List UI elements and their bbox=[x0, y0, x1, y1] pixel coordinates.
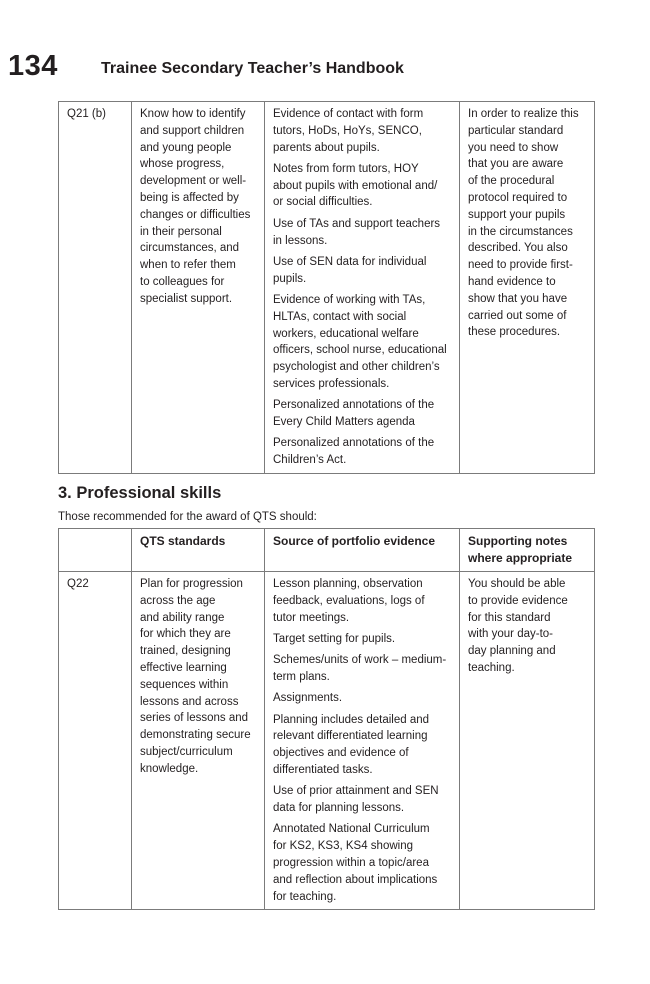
column-header-notes-text bbox=[468, 533, 588, 567]
text-line: lessons and across bbox=[140, 695, 239, 708]
text-line: development or well- bbox=[140, 175, 247, 188]
text-line: or social difficulties. bbox=[273, 196, 373, 209]
text-line: demonstrating secure bbox=[140, 729, 251, 742]
text-line: carried out some of bbox=[468, 309, 567, 322]
text-line: sequences within bbox=[140, 678, 229, 691]
text-line: Personalized annotations of the bbox=[273, 399, 435, 412]
text-line: pupils. bbox=[273, 272, 307, 285]
evidence-cell bbox=[265, 102, 460, 474]
text-line: circumstances, and bbox=[140, 242, 240, 255]
evidence-item bbox=[273, 712, 453, 779]
evidence-item bbox=[273, 690, 453, 707]
text-line: term plans. bbox=[273, 670, 330, 683]
text-line: Personalized annotations of the bbox=[273, 437, 435, 450]
column-header-notes bbox=[460, 529, 595, 572]
text-line: Schemes/units of work – medium- bbox=[273, 654, 447, 667]
text-line: of the procedural bbox=[468, 175, 555, 188]
text-line: to provide evidence bbox=[468, 594, 568, 607]
qts-standard-cell bbox=[132, 102, 265, 474]
text-line: these procedures. bbox=[468, 326, 561, 339]
text-line: particular standard bbox=[468, 124, 564, 137]
text-line: tutors, HoDs, HoYs, SENCO, bbox=[273, 124, 422, 137]
text-line: officers, school nurse, educational bbox=[273, 344, 447, 357]
evidence-item bbox=[273, 783, 453, 817]
evidence-list bbox=[273, 106, 453, 469]
text-line: Use of SEN data for individual bbox=[273, 255, 427, 268]
text-line: effective learning bbox=[140, 661, 227, 674]
text-line: Evidence of contact with form bbox=[273, 108, 424, 120]
text-line: trained, designing bbox=[140, 645, 231, 658]
text-line: for this standard bbox=[468, 611, 551, 624]
text-line: Notes from form tutors, HOY bbox=[273, 162, 419, 175]
evidence-item bbox=[273, 821, 453, 905]
text-line: objectives and evidence of bbox=[273, 747, 409, 760]
evidence-list bbox=[273, 576, 453, 905]
text-line: described. You also bbox=[468, 242, 568, 255]
page-header bbox=[0, 50, 650, 90]
text-line: being is affected by bbox=[140, 191, 239, 204]
text-line: Know how to identify bbox=[140, 108, 246, 120]
text-line: series of lessons and bbox=[140, 712, 249, 725]
column-header-qts-standards: QTS standards bbox=[132, 529, 265, 572]
text-line: feedback, evaluations, logs of bbox=[273, 594, 425, 607]
evidence-cell bbox=[265, 572, 460, 910]
text-line: across the age bbox=[140, 594, 216, 607]
text-line: tutor meetings. bbox=[273, 611, 350, 624]
text-line: for teaching. bbox=[273, 890, 337, 903]
text-line: and ability range bbox=[140, 611, 225, 624]
text-line: differentiated tasks. bbox=[273, 763, 373, 776]
text-line: you need to show bbox=[468, 141, 559, 154]
evidence-item bbox=[273, 652, 453, 686]
text-line: day planning and bbox=[468, 645, 556, 658]
text-line: Target setting for pupils. bbox=[273, 632, 396, 645]
text-line: where appropriate bbox=[468, 551, 573, 565]
standard-code: Q21 (b) bbox=[59, 102, 132, 474]
section-intro: Those recommended for the award of QTS should: bbox=[58, 511, 317, 523]
text-line: protocol required to bbox=[468, 191, 568, 204]
evidence-item bbox=[273, 435, 453, 469]
text-line: services professionals. bbox=[273, 377, 390, 390]
text-line: psychologist and other children’s bbox=[273, 361, 440, 374]
text-line: in lessons. bbox=[273, 234, 328, 247]
text-line: for KS2, KS3, KS4 showing bbox=[273, 840, 413, 853]
supporting-notes-text bbox=[468, 106, 588, 341]
text-line: need to provide first- bbox=[468, 259, 573, 272]
text-line: workers, educational welfare bbox=[273, 327, 419, 340]
text-line: subject/curriculum bbox=[140, 745, 233, 758]
text-line: and support children bbox=[140, 124, 245, 137]
text-line: that you are aware bbox=[468, 158, 564, 171]
evidence-item bbox=[273, 397, 453, 431]
text-line: In order to realize this bbox=[468, 108, 579, 120]
text-line: Lesson planning, observation bbox=[273, 578, 423, 590]
column-header-code bbox=[59, 529, 132, 572]
text-line: Use of TAs and support teachers bbox=[273, 217, 441, 230]
text-line: Use of prior attainment and SEN bbox=[273, 785, 439, 798]
qts-standard-text bbox=[140, 106, 258, 308]
standards-table-q22 bbox=[58, 528, 595, 910]
evidence-item bbox=[273, 292, 453, 393]
text-line: in the circumstances bbox=[468, 225, 573, 238]
supporting-notes-text bbox=[468, 576, 588, 677]
text-line: parents about pupils. bbox=[273, 141, 380, 154]
text-line: specialist support. bbox=[140, 292, 233, 305]
evidence-item bbox=[273, 576, 453, 626]
text-line: Evidence of working with TAs, bbox=[273, 293, 426, 306]
text-line: Supporting notes bbox=[468, 534, 568, 548]
text-line: hand evidence to bbox=[468, 275, 556, 288]
text-line: whose progress, bbox=[140, 158, 225, 171]
text-line: teaching. bbox=[468, 661, 515, 674]
notes-cell bbox=[460, 572, 595, 910]
qts-standard-cell bbox=[132, 572, 265, 910]
text-line: when to refer them bbox=[140, 259, 236, 272]
evidence-item bbox=[273, 631, 453, 648]
text-line: HLTAs, contact with social bbox=[273, 310, 407, 323]
evidence-item bbox=[273, 106, 453, 156]
qts-standard-text bbox=[140, 576, 258, 778]
text-line: show that you have bbox=[468, 292, 568, 305]
text-line: to colleagues for bbox=[140, 275, 225, 288]
notes-cell bbox=[460, 102, 595, 474]
page-number: 134 bbox=[8, 50, 58, 82]
text-line: about pupils with emotional and/ bbox=[273, 179, 438, 192]
text-line: data for planning lessons. bbox=[273, 802, 405, 815]
evidence-item bbox=[273, 216, 453, 250]
table-row bbox=[59, 572, 595, 910]
text-line: Plan for progression bbox=[140, 578, 243, 590]
text-line: and young people bbox=[140, 141, 232, 154]
header-row bbox=[59, 529, 595, 572]
text-line: Children’s Act. bbox=[273, 454, 347, 467]
text-line: knowledge. bbox=[140, 762, 199, 775]
text-line: changes or difficulties bbox=[140, 208, 251, 221]
text-line: Planning includes detailed and bbox=[273, 713, 430, 726]
text-line: support your pupils bbox=[468, 208, 566, 221]
text-line: Every Child Matters agenda bbox=[273, 416, 415, 429]
text-line: You should be able bbox=[468, 578, 566, 590]
text-line: Annotated National Curriculum bbox=[273, 823, 430, 836]
running-title: Trainee Secondary Teacher’s Handbook bbox=[101, 60, 404, 77]
evidence-item bbox=[273, 254, 453, 288]
text-line: and reflection about implications bbox=[273, 873, 438, 886]
column-header-evidence: Source of portfolio evidence bbox=[265, 529, 460, 572]
table-row bbox=[59, 102, 595, 474]
text-line: with your day-to- bbox=[468, 628, 554, 641]
evidence-item bbox=[273, 161, 453, 211]
section-heading: 3. Professional skills bbox=[58, 484, 222, 502]
text-line: in their personal bbox=[140, 225, 222, 238]
standard-code: Q22 bbox=[59, 572, 132, 910]
text-line: for which they are bbox=[140, 628, 231, 641]
text-line: progression within a topic/area bbox=[273, 856, 429, 869]
text-line: relevant differentiated learning bbox=[273, 730, 428, 743]
text-line: Assignments. bbox=[273, 692, 343, 705]
standards-table-q21b bbox=[58, 101, 595, 474]
